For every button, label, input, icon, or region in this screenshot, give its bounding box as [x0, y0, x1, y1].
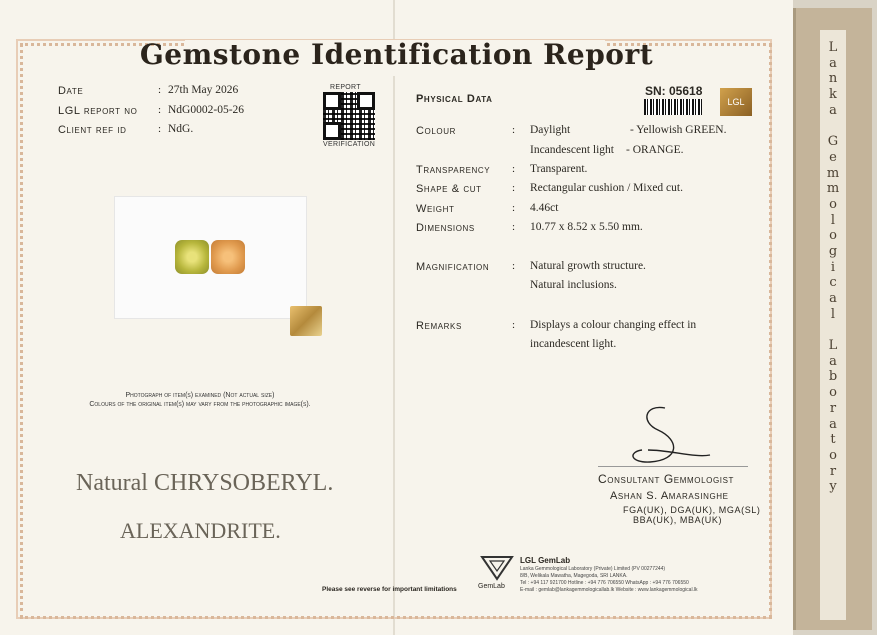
hologram-seal — [290, 306, 322, 336]
colour-incandescent-result: - ORANGE. — [626, 144, 684, 156]
spine-letter: g — [828, 243, 838, 259]
colour-colon: : — [512, 124, 516, 136]
date-value: 27th May 2026 — [168, 84, 239, 96]
spine-letter: L — [828, 338, 838, 354]
photo-caption-line2: Colours of the original item(s) may vary from the photographic image(s). — [89, 401, 311, 408]
magnification-colon: : — [512, 260, 516, 272]
lgl-logo: LGL — [720, 88, 752, 116]
signature — [610, 400, 720, 470]
signatory-qualifications-1: FGA(UK), DGA(UK), MGA(SL) — [623, 505, 761, 515]
spine-letter: r — [829, 400, 837, 416]
variety-result: ALEXANDRITE. — [120, 518, 281, 543]
dimensions-label: Dimensions — [416, 222, 475, 234]
gemstone-incandescent-image — [211, 240, 245, 274]
report-number-colon: : — [158, 104, 162, 116]
spine-letter: l — [830, 212, 836, 228]
identification-result: Natural CHRYSOBERYL. — [76, 470, 334, 496]
gemlab-logo-icon — [478, 553, 516, 583]
lab-email-line: E-mail : gemlab@lankagemmologicallab.lk Website : www.lankagemmological.lk — [520, 587, 698, 593]
remarks-colon: : — [512, 319, 516, 331]
verification-qr-code[interactable] — [323, 92, 375, 140]
report-number-value: NdG0002-05-26 — [168, 104, 245, 116]
spine-letter: m — [826, 181, 840, 197]
weight-value: 4.46ct — [530, 202, 559, 214]
remarks-line1: Displays a colour changing effect in — [530, 319, 697, 331]
qr-corner — [323, 122, 341, 140]
dimensions-value: 10.77 x 8.52 x 5.50 mm. — [530, 221, 643, 233]
spine-text — [820, 40, 846, 495]
report-title: Gemstone Identification Report — [139, 38, 654, 71]
signatory-title: Consultant Gemmologist — [598, 472, 735, 486]
reverse-note: Please see reverse for important limitations — [322, 586, 457, 593]
signatory-name: Ashan S. Amarasinghe — [610, 490, 729, 502]
spine-letter: r — [829, 463, 837, 479]
spine-letter: t — [830, 432, 836, 448]
spine-letter: k — [829, 87, 837, 103]
client-ref-label: Client ref id — [58, 124, 127, 136]
date-colon: : — [158, 84, 162, 96]
colour-daylight-result: - Yellowish GREEN. — [630, 124, 727, 136]
spine-letter: c — [829, 275, 837, 291]
qr-top-label: REPORT — [330, 84, 361, 91]
transparency-label: Transparency — [416, 164, 491, 176]
spine-letter: o — [829, 196, 837, 212]
spine-letter: o — [829, 385, 837, 401]
qr-bottom-label: VERIFICATION — [323, 141, 376, 148]
spine-cover — [793, 8, 872, 630]
signatory-qualifications-2: BBA(UK), MBA(UK) — [633, 515, 723, 525]
spine-letter: a — [829, 416, 837, 432]
physical-data-heading: Physical Data — [416, 93, 493, 105]
serial-barcode — [644, 99, 702, 115]
spine-letter: a — [829, 353, 837, 369]
serial-number: SN: 05618 — [645, 84, 703, 98]
qr-corner — [323, 92, 341, 110]
spine-letter: l — [830, 306, 836, 322]
remarks-line2: incandescent light. — [530, 338, 617, 350]
magnification-label: Magnification — [416, 261, 490, 273]
weight-colon: : — [512, 202, 516, 214]
transparency-value: Transparent. — [530, 163, 588, 175]
colour-label: Colour — [416, 125, 456, 137]
lab-contact-line: Tel : +94 117 921700 Hotline : +94 776 706550 WhatsApp : +94 776 706550 — [520, 580, 689, 586]
spine-letter: o — [829, 228, 837, 244]
dimensions-colon: : — [512, 221, 516, 233]
magnification-line1: Natural growth structure. — [530, 260, 646, 272]
client-ref-value: NdG. — [168, 123, 194, 135]
lab-name: LGL GemLab — [520, 556, 571, 565]
spine-letter: a — [829, 291, 837, 306]
colour-daylight: Daylight — [530, 124, 571, 136]
gemstone-daylight-image — [175, 240, 209, 274]
lab-address-line1: Lanka Gemmological Laboratory (Private) Limited (PV 00277244) — [520, 566, 666, 572]
spine-letter: L — [828, 40, 838, 55]
shape-cut-colon: : — [512, 182, 516, 194]
spine-letter: i — [830, 259, 836, 275]
spine-letter: G — [827, 134, 839, 150]
spine-letter: a — [829, 102, 837, 118]
client-ref-colon: : — [158, 123, 162, 135]
date-label: Date — [58, 85, 84, 97]
photo-caption-line1: Photograph of item(s) examined (Not actual size) — [125, 392, 275, 399]
spine-label — [820, 30, 846, 620]
weight-label: Weight — [416, 203, 455, 215]
spine-letter: b — [828, 369, 838, 385]
shape-cut-label: Shape & cut — [416, 183, 482, 195]
gemlab-logo-text: GemLab — [478, 583, 505, 590]
signature-line — [598, 466, 748, 467]
colour-incandescent: Incandescent light — [530, 144, 614, 156]
spine-letter: o — [829, 447, 837, 463]
spine-letter: a — [829, 55, 837, 71]
lab-address-line2: 8/B, Welikala Mawatha, Magegoda, SRI LANKA. — [520, 573, 628, 579]
spine-letter: e — [829, 149, 837, 165]
spine-letter: y — [829, 479, 837, 495]
magnification-line2: Natural inclusions. — [530, 279, 617, 291]
qr-corner — [357, 92, 375, 110]
shape-cut-value: Rectangular cushion / Mixed cut. — [530, 182, 683, 194]
spine-letter: m — [826, 165, 840, 181]
spine-letter: n — [828, 71, 838, 87]
report-number-label: LGL report no — [58, 105, 138, 117]
remarks-label: Remarks — [416, 320, 462, 332]
transparency-colon: : — [512, 163, 516, 175]
